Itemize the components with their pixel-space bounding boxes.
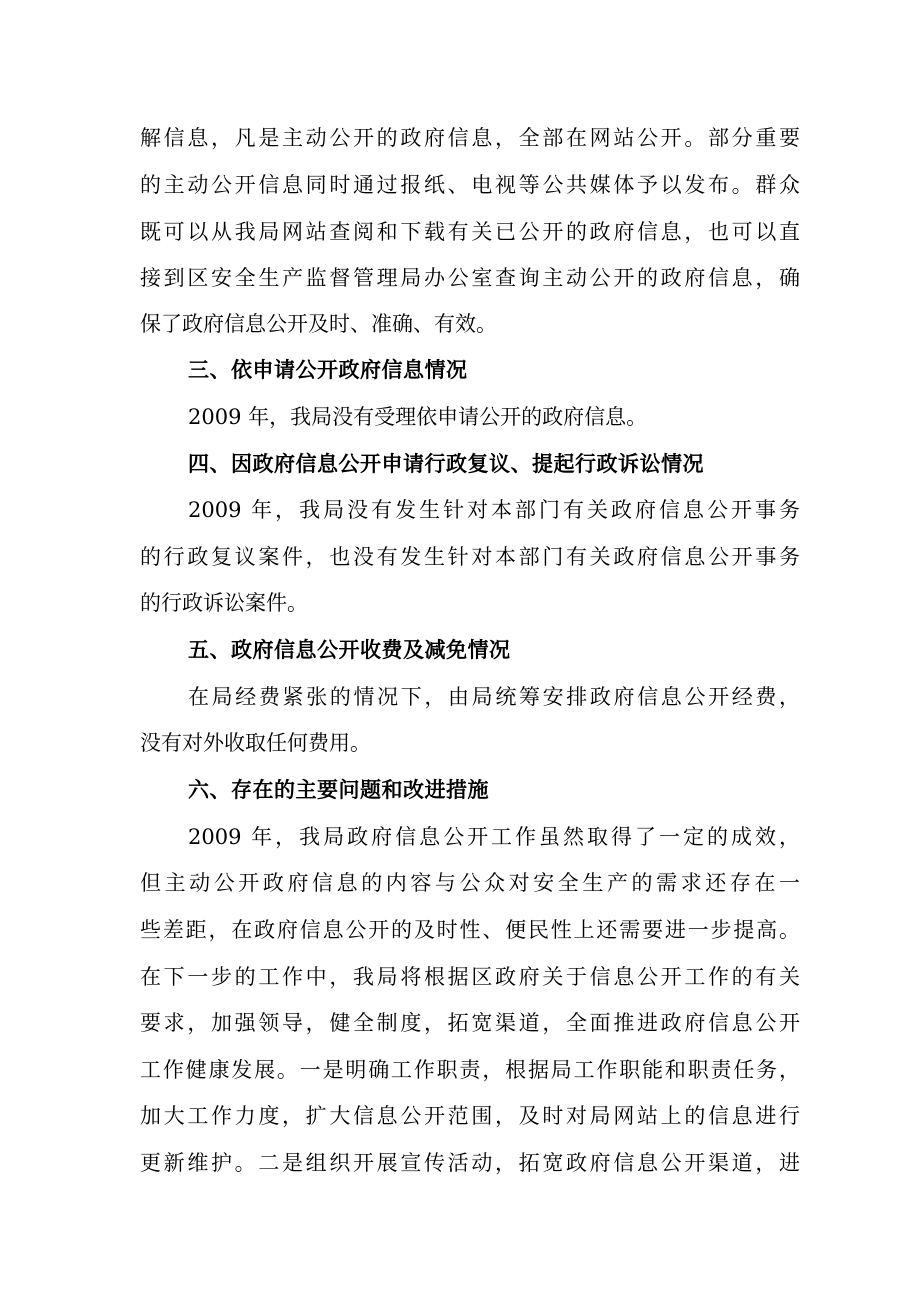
- section-heading: 三、依申请公开政府信息情况: [188, 358, 468, 382]
- paragraph-line: 加大工作力度，扩大信息公开范围，及时对局网站上的信息进行: [140, 1104, 800, 1128]
- paragraph-line: 既可以从我局网站查阅和下载有关已公开的政府信息，也可以直: [140, 220, 800, 244]
- paragraph-line: 2009 年，我局没有受理依申请公开的政府信息。: [188, 405, 648, 429]
- section-heading: 五、政府信息公开收费及减免情况: [188, 638, 511, 662]
- paragraph-line: 接到区安全生产监督管理局办公室查询主动公开的政府信息，确: [140, 266, 800, 290]
- paragraph-line: 但主动公开政府信息的内容与公众对安全生产的需求还存在一: [140, 871, 800, 895]
- paragraph-line: 在局经费紧张的情况下，由局统筹安排政府信息公开经费，: [188, 685, 800, 709]
- paragraph-line: 的行政复议案件，也没有发生针对本部门有关政府信息公开事务: [140, 545, 800, 569]
- paragraph-line: 2009 年，我局没有发生针对本部门有关政府信息公开事务: [188, 498, 800, 522]
- section-heading: 四、因政府信息公开申请行政复议、提起行政诉讼情况: [188, 452, 704, 476]
- paragraph-line: 在下一步的工作中，我局将根据区政府关于信息公开工作的有关: [140, 965, 800, 989]
- paragraph-line: 工作健康发展。一是明确工作职责，根据局工作职能和职责任务，: [140, 1058, 800, 1082]
- paragraph-line: 2009 年，我局政府信息公开工作虽然取得了一定的成效，: [188, 825, 800, 849]
- section-heading: 六、存在的主要问题和改进措施: [188, 778, 489, 802]
- paragraph-line: 保了政府信息公开及时、准确、有效。: [140, 312, 497, 336]
- paragraph-line: 的主动公开信息同时通过报纸、电视等公共媒体予以发布。群众: [140, 173, 800, 197]
- paragraph-line: 没有对外收取任何费用。: [140, 731, 371, 755]
- paragraph-line: 解信息，凡是主动公开的政府信息，全部在网站公开。部分重要: [140, 126, 800, 150]
- paragraph-line: 更新维护。二是组织开展宣传活动，拓宽政府信息公开渠道，进: [140, 1151, 800, 1175]
- paragraph-line: 要求，加强领导，健全制度，拓宽渠道，全面推进政府信息公开: [140, 1011, 800, 1035]
- paragraph-line: 的行政诉讼案件。: [140, 591, 308, 615]
- paragraph-line: 些差距，在政府信息公开的及时性、便民性上还需要进一步提高。: [140, 918, 800, 942]
